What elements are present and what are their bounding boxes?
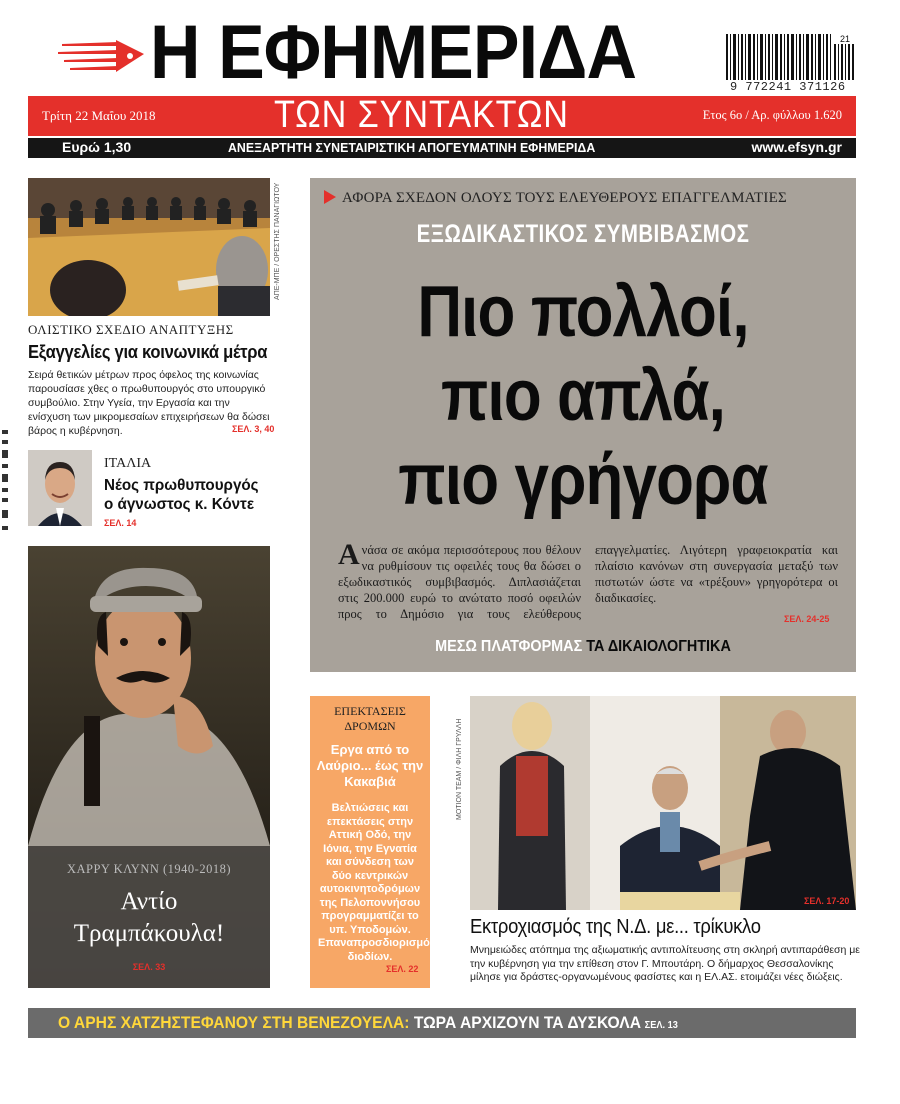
nd-photo-credit: MOTION TEAM / ΦΙΛΗ ΓΡΥΛΛΗ [456,718,463,820]
nd-headline[interactable]: Εκτροχιασμός της Ν.Δ. με... τρίκυκλο [470,916,761,938]
nd-page-ref[interactable]: ΣΕΛ. 17-20 [804,896,850,906]
bottom-page-ref[interactable]: ΣΕΛ. 13 [644,1020,678,1031]
roads-kicker [310,704,430,734]
pen-nib-logo-icon [58,36,146,76]
boutaris-scene-image [470,696,856,910]
roads-headline: Εργα από το Λαύριο... έως την Κακαβιά [316,742,424,789]
klynn-headline-line2: Τραμπάκουλα! [73,920,225,947]
newspaper-subtitle: ΤΩΝ ΣΥΝΤΑΚΤΩΝ [274,94,569,136]
main-body-text: νάσα σε ακόμα περισσότερους που θέλουν να ρυθμίσουν τις οφειλές τους θα δώσει ο εξωδικαστικός συμβιβασμός. Διπλασιάζεται στις 200.000 ευρώ το ανώτατο ποσό οφειλών προς το Δημόσιο για τους ελεύθερους επαγγελματίες. Λιγότερη γραφειοκρατία και πλαίσιο κανόνων στη συνεργασία μεταξύ των πιστωτών ώστε να «τρέξουν» γρηγορότερα οι διαδικασίες. [338,543,838,621]
conte-portrait-image [28,450,92,526]
bottom-teaser [58,1013,678,1033]
klynn-tribute-panel[interactable] [28,546,270,988]
klynn-kicker: ΧΑΡΡΥ ΚΛΥΝΝ (1940-2018) [66,862,232,876]
newspaper-title: Η ΕΦΗΜΕΡΙΔΑ [150,10,637,95]
main-body [338,538,838,622]
cabinet-kicker: ΟΛΙΣΤΙΚΟ ΣΧΕΔΙΟ ΑΝΑΠΤΥΞΗΣ [28,322,234,337]
roads-kicker-line1: ΕΠΕΚΤΑΣΕΙΣ [334,704,406,718]
website-link[interactable]: www.efsyn.gr [751,139,842,155]
main-page-ref[interactable]: ΣΕΛ. 24-25 [784,614,830,624]
edge-crop-mark-icon [0,430,12,540]
bottom-teaser-part2: ΤΩΡΑ ΑΡΧΙΖΟΥΝ ΤΑ ΔΥΣΚΟΛΑ [413,1013,642,1032]
main-subhead: ΕΞΩΔΙΚΑΣΤΙΚΟΣ ΣΥΜΒΙΒΑΣΜΟΣ [416,220,750,248]
roads-story-box[interactable] [310,696,436,988]
cabinet-meeting-photo[interactable] [28,178,270,316]
subtitle-band [28,96,856,136]
masthead [0,0,900,160]
barcode-issue-number: 21 [840,34,851,44]
main-footer [337,638,828,656]
klynn-headline[interactable] [28,886,270,950]
main-headline-line1: Πιο πολλοί, [417,272,749,352]
bottom-teaser-part1: Ο ΑΡΗΣ ΧΑΤΖΗΣΤΕΦΑΝΟΥ ΣΤΗ ΒΕΝΕΖΟΥΕΛΑ: [58,1013,414,1032]
price: Ευρώ 1,30 [62,139,132,155]
nd-body: Μνημειώδες ατόπημα της αξιωματικής αντιπολίτευσης στη σκληρή αντιπαράθεση με την κυβέρνηση για την επίθεση στον Γ. Μπουτάρη. Ο δήμαρχος Θεσσαλονίκης μίλησε για δράστες-οργανωμένους φασίστες και η ΕΛ.ΑΣ. ετοιμάζει νέες διώξεις. [470,944,860,983]
roads-body: Βελτιώσεις και επεκτάσεις στην Αττική Οδό, την Ιόνια, την Εγνατία και σύνδεση των δύο κεντρικών αυτοκινητοδρόμων της Πελοποννήσου προγραμματίζει το υπ. Υποδομών. Επαναπροσδιορισμός διοδίων. [318,802,436,963]
cabinet-body: Σειρά θετικών μέτρων προς όφελος της κοινωνίας παρουσίασε χθες ο πρωθυπουργός στο υπουργικό συμβούλιο. Στην Υγεία, την Εργασία και την ενίσχυση των μικρομεσαίων επιχειρήσεων θα δώσει βάρος η κυβέρνηση. [28,369,270,437]
cabinet-headline[interactable]: Εξαγγελίες για κοινωνικά μέτρα [28,342,268,362]
main-headline-line2: πιο απλά, [440,356,726,436]
issue-date: Τρίτη 22 Μαΐου 2018 [42,108,156,123]
cabinet-page-ref[interactable]: ΣΕΛ. 3, 40 [232,424,275,434]
main-story-box [310,178,856,672]
bottom-teaser-band[interactable] [28,1008,856,1038]
main-headline[interactable] [348,270,818,522]
drop-cap: Α [338,538,360,571]
tagline: ΑΝΕΞΑΡΤΗΤΗ ΣΥΝΕΤΑΙΡΙΣΤΙΚΗ ΑΠΟΓΕΥΜΑΤΙΝΗ ΕΦΗΜΕΡΙΔΑ [228,140,596,155]
roads-page-ref[interactable]: ΣΕΛ. 22 [386,964,419,974]
main-footer-part2: ΤΑ ΔΙΚΑΙΟΛΟΓΗΤΙΚΑ [586,638,731,655]
barcode-icon [726,34,856,80]
barcode-number: 9 772241 371126 [730,80,846,94]
klynn-page-ref[interactable]: ΣΕΛ. 33 [132,962,166,972]
main-footer-part1: ΜΕΣΩ ΠΛΑΤΦΟΡΜΑΣ [435,638,587,655]
boutaris-photo[interactable] [470,696,856,910]
photo-credit: ΑΠΕ-ΜΠΕ / ΟΡΕΣΤΗΣ ΠΑΝΑΓΙΩΤΟΥ [274,182,281,300]
main-headline-line3: πιο γρήγορα [398,440,768,520]
italy-headline[interactable]: Νέος πρωθυπουργός ο άγνωστος κ. Κόντε [104,477,259,513]
klynn-headline-line1: Αντίο [120,888,178,915]
italy-kicker: ΙΤΑΛΙΑ [104,456,152,471]
cabinet-meeting-image [28,178,270,316]
roads-kicker-line2: ΔΡΟΜΩΝ [344,719,396,733]
main-kicker-text: ΑΦΟΡΑ ΣΧΕΔΟΝ ΟΛΟΥΣ ΤΟΥΣ ΕΛΕΥΘΕΡΟΥΣ ΕΠΑΓΓΕΛΜΑΤΙΕΣ [342,190,787,206]
conte-portrait-photo[interactable] [28,450,92,526]
main-kicker [324,190,787,207]
italy-page-ref[interactable]: ΣΕΛ. 14 [104,518,137,528]
triangle-marker-icon [324,190,336,204]
issue-number: Ετος 6ο / Αρ. φύλλου 1.620 [702,108,842,122]
tagline-band [28,138,856,158]
